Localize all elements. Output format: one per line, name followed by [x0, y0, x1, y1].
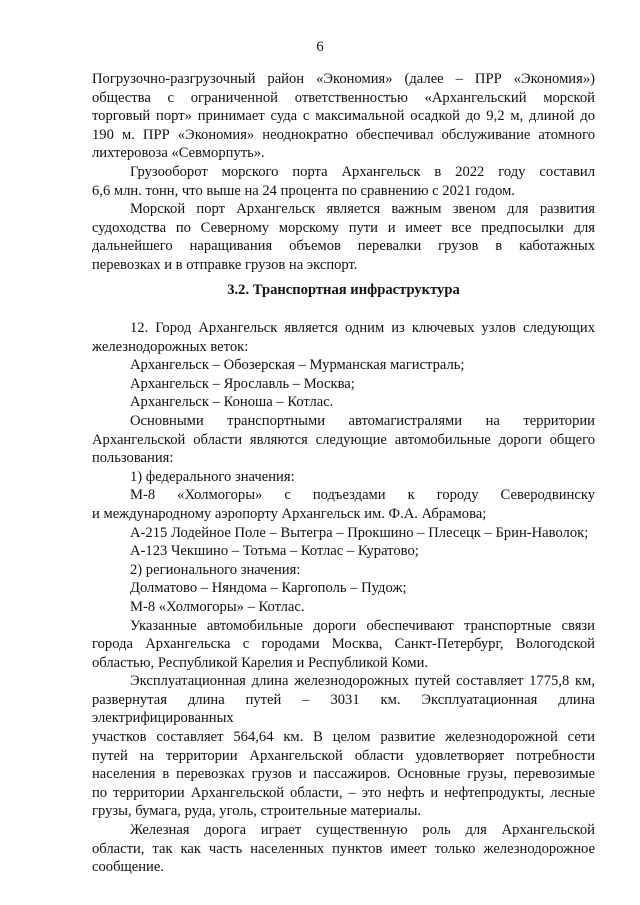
text-line: судоходства по Северному морскому пути и имеет все предпосылки для — [92, 219, 595, 236]
text-line: 6,6 млн. тонн, что выше на 24 процента по сравнению с 2021 годом. — [92, 182, 515, 199]
text-line: участков составляет 564,64 км. В целом развитие железнодорожной сети — [92, 729, 595, 746]
text-line: А-123 Чекшино – Тотьма – Котлас – Куратово; — [130, 543, 419, 560]
text-line: лихтеровоза «Севморпуть». — [92, 145, 265, 162]
text-line: сообщение. — [92, 859, 164, 876]
top-text-block — [92, 70, 595, 275]
text-line: Грузооборот морского порта Архангельск в 2022 году составил — [130, 163, 595, 180]
text-line: 2) регионального значения: — [130, 561, 301, 578]
text-line: Архангельск – Обозерская – Мурманская магистраль; — [130, 357, 465, 374]
text-line: А-215 Лодейное Поле – Вытегра – Прокшино – Плесецк – Брин-Наволок; — [130, 524, 589, 541]
text-line: 12. Город Архангельск является одним из ключевых узлов следующих — [130, 320, 595, 336]
page-number: 6 — [316, 39, 324, 55]
text-line: М-8 «Холмогоры» – Котлас. — [130, 598, 305, 615]
text-line: дальнейшего наращивания объемов перевалки грузов в каботажных — [92, 238, 595, 255]
text-line: Железная дорога играет существенную роль для Архангельской — [130, 822, 595, 839]
text-line: путей на территории Архангельской области удовлетворяет потребности — [92, 747, 595, 764]
text-line: перевозках и в отправке грузов на экспорт. — [92, 256, 358, 273]
text-line: Основными транспортными автомагистралями на территории — [130, 412, 595, 429]
text-line: железнодорожных веток: — [92, 338, 249, 355]
text-line: Морской порт Архангельск является важным звеном для развития — [130, 201, 595, 218]
text-line: по территории Архангельской области, – это нефть и нефтепродукты, лесные — [92, 784, 595, 801]
text-line: города Архангельска с городами Москва, Санкт-Петербург, Вологодской — [92, 636, 595, 653]
text-line: Эксплуатационная длина железнодорожных путей составляет 1775,8 км, — [130, 673, 595, 690]
text-line: пользования: — [92, 450, 174, 467]
text-line: 1) федерального значения: — [130, 468, 295, 485]
text-line: 190 м. ПРР «Экономия» неоднократно обеспечивал обслуживание атомного — [92, 126, 595, 143]
text-line: Погрузочно-разгрузочный район «Экономия» (далее – ПРР «Экономия») — [92, 71, 595, 87]
text-line: Долматово – Няндома – Каргополь – Пудож; — [130, 580, 407, 597]
section-text-block — [92, 319, 595, 877]
text-line: М-8 «Холмогоры» с подъездами к городу Северодвинску — [130, 487, 595, 504]
section-heading: 3.2. Транспортная инфраструктура — [227, 282, 460, 298]
text-line: и международному аэропорту Архангельск им. Ф.А. Абрамова; — [92, 505, 487, 522]
text-line: Архангельской области являются следующие автомобильные дороги общего — [92, 431, 595, 448]
text-line: развернутая длина путей – 3031 км. Эксплуатационная длина электрифицированных — [92, 691, 595, 727]
text-line: областью, Республикой Карелия и Республикой Коми. — [92, 654, 429, 671]
text-line: Архангельск – Коноша – Котлас. — [130, 394, 334, 411]
text-line: области, так как часть населенных пунктов имеет только железнодорожное — [92, 840, 595, 857]
text-line: Архангельск – Ярославль – Москва; — [130, 375, 355, 392]
text-line: торговый порт» принимает суда с максимальной осадкой до 9,2 м, длиной до — [92, 108, 595, 125]
text-line: населения в перевозках грузов и пассажиров. Основные грузы, перевозимые — [92, 766, 595, 783]
text-line: общества с ограниченной ответственностью «Архангельский морской — [92, 89, 595, 106]
text-line: грузы, бумага, руда, уголь, строительные материалы. — [92, 803, 422, 820]
text-line: Указанные автомобильные дороги обеспечивают транспортные связи — [130, 617, 595, 634]
